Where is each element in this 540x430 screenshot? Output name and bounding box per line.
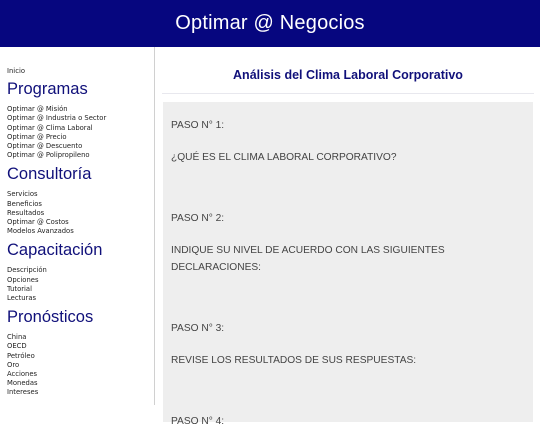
sidebar-link[interactable]: Optimar @ Precio — [7, 132, 67, 141]
step-text: REVISE LOS RESULTADOS DE SUS RESPUESTAS: — [171, 355, 417, 366]
sidebar-section — [7, 240, 154, 303]
sidebar-link[interactable]: Optimar @ Polipropileno — [7, 151, 90, 160]
sidebar-link[interactable]: Optimar @ Industria o Sector — [7, 114, 107, 123]
site-title[interactable]: Optimar @ Negocios — [175, 12, 365, 34]
sidebar-link[interactable]: Monedas — [7, 379, 38, 388]
sidebar-link[interactable]: Descripción — [7, 266, 47, 275]
sidebar-link[interactable]: Petróleo — [7, 351, 35, 360]
main-content — [156, 47, 540, 427]
sidebar-link[interactable]: Tutorial — [7, 284, 32, 293]
sidebar-link[interactable]: Modelos Avanzados — [7, 227, 74, 236]
sidebar-sections — [7, 79, 154, 397]
sidebar-nav — [0, 47, 155, 405]
page-title: Análisis del Clima Laboral Corporativo — [233, 68, 463, 82]
step-label: PASO N° 4: — [171, 416, 225, 427]
step-label: PASO N° 1: — [171, 120, 225, 131]
sidebar-section-heading: Pronósticos — [7, 308, 94, 327]
sidebar-link[interactable]: Lecturas — [7, 294, 37, 303]
sidebar-link[interactable]: Acciones — [7, 370, 38, 379]
sidebar-section-heading: Capacitación — [7, 241, 103, 260]
steps-panel — [163, 102, 533, 427]
sidebar-link[interactable]: Optimar @ Costos — [7, 218, 69, 227]
sidebar-section-heading: Consultoría — [7, 165, 92, 184]
sidebar-link[interactable]: Optimar @ Clima Laboral — [7, 123, 93, 132]
site-header — [0, 0, 540, 47]
step-label: PASO N° 2: — [171, 213, 225, 224]
sidebar-link[interactable]: Optimar @ Descuento — [7, 142, 83, 151]
sidebar-section — [7, 164, 154, 236]
nav-link-inicio[interactable]: Inicio — [7, 67, 25, 75]
sidebar-link[interactable]: Optimar @ Misión — [7, 105, 68, 114]
sidebar-link[interactable]: Intereses — [7, 388, 39, 397]
sidebar-link[interactable]: Beneficios — [7, 199, 42, 208]
sidebar-section-heading: Programas — [7, 80, 88, 99]
sidebar-link[interactable]: Opciones — [7, 275, 39, 284]
sidebar-link[interactable]: Servicios — [7, 190, 38, 199]
sidebar-link[interactable]: China — [7, 333, 27, 342]
sidebar-link[interactable]: Resultados — [7, 208, 45, 217]
step-text: ¿QUÉ ES EL CLIMA LABORAL CORPORATIVO? — [171, 152, 397, 163]
sidebar-section — [7, 307, 154, 397]
sidebar-link[interactable]: Oro — [7, 360, 20, 369]
sidebar-section — [7, 79, 154, 160]
step-text: INDIQUE SU NIVEL DE ACUERDO CON LAS SIGUIENTES DECLARACIONES: — [171, 245, 445, 273]
title-divider — [162, 93, 534, 94]
step-label: PASO N° 3: — [171, 323, 225, 334]
sidebar-link[interactable]: OECD — [7, 342, 27, 351]
